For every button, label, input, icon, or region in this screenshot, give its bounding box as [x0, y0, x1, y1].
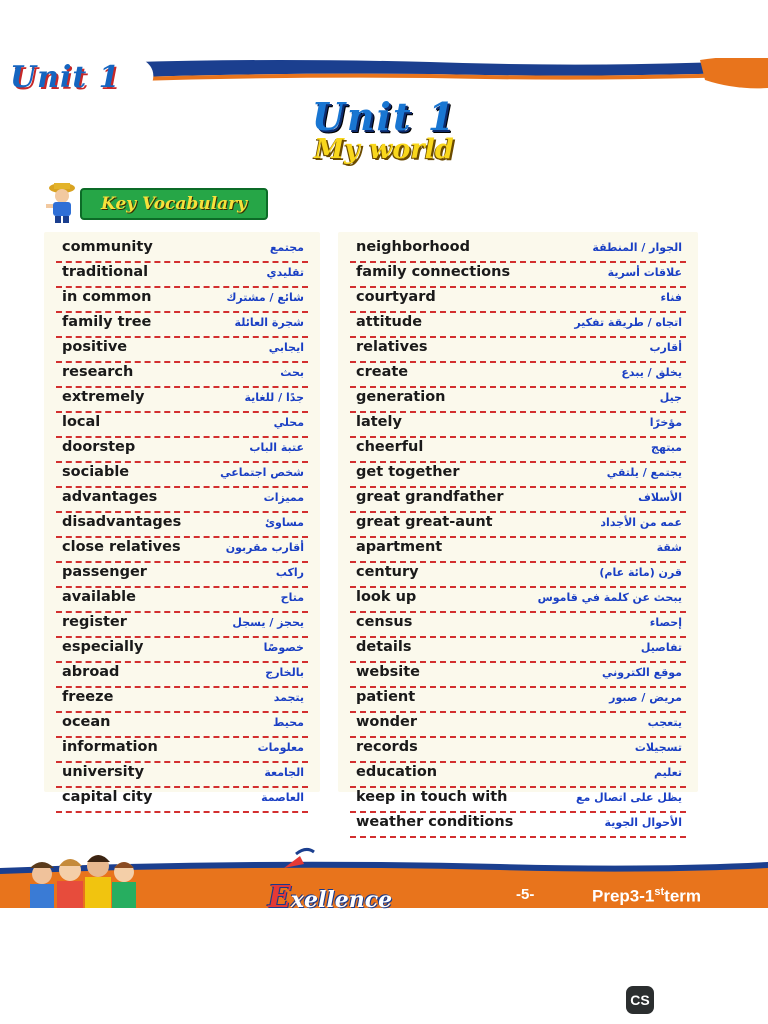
english-word: capital city [62, 789, 153, 805]
english-word: great great-aunt [356, 514, 493, 530]
vocabulary-list-right [350, 238, 686, 838]
english-word: century [356, 564, 419, 580]
english-word: passenger [62, 564, 147, 580]
english-word: information [62, 739, 158, 755]
vocabulary-row [56, 638, 308, 663]
english-word: attitude [356, 314, 423, 330]
english-word: cheerful [356, 439, 424, 455]
arabic-translation: تقليدي [266, 266, 304, 279]
vocabulary-row [56, 763, 308, 788]
arabic-translation: شائع / مشترك [226, 291, 304, 304]
arabic-translation: معلومات [257, 741, 304, 754]
arabic-translation: يخلق / يبدع [621, 366, 682, 379]
arabic-translation: محيط [272, 716, 304, 729]
vocabulary-row [350, 388, 686, 413]
arabic-translation: بالخارج [265, 666, 304, 679]
arabic-translation: الأسلاف [638, 491, 682, 504]
vocabulary-row [350, 438, 686, 463]
english-word: apartment [356, 539, 443, 555]
vocabulary-row [350, 588, 686, 613]
english-word: wonder [356, 714, 418, 730]
arabic-translation: محلي [273, 416, 304, 429]
vocabulary-row [56, 363, 308, 388]
english-word: sociable [62, 464, 130, 480]
arabic-translation: الجامعة [264, 766, 304, 779]
english-word: disadvantages [62, 514, 182, 530]
vocabulary-row [56, 588, 308, 613]
english-word: generation [356, 389, 446, 405]
vocabulary-row [56, 238, 308, 263]
english-word: relatives [356, 339, 428, 355]
vocabulary-row [56, 713, 308, 738]
arabic-translation: يبحث عن كلمة في قاموس [537, 591, 682, 604]
english-word: university [62, 764, 145, 780]
english-word: extremely [62, 389, 145, 405]
vocabulary-row [350, 738, 686, 763]
vocabulary-row [350, 338, 686, 363]
english-word: close relatives [62, 539, 181, 555]
arabic-translation: متاح [280, 591, 304, 604]
vocabulary-row [350, 463, 686, 488]
arabic-translation: مجتمع [269, 241, 304, 254]
english-word: community [62, 239, 153, 255]
vocabulary-row [56, 338, 308, 363]
english-word: weather conditions [356, 814, 514, 830]
arabic-translation: اتجاه / طريقة تفكير [574, 316, 682, 329]
section-label: Key Vocabulary [80, 188, 268, 220]
arabic-translation: قرن (مائة عام) [599, 566, 682, 579]
arabic-translation: تفاصيل [640, 641, 682, 654]
term-label: Prep3-1stterm [592, 886, 702, 906]
vocabulary-row [350, 413, 686, 438]
vocabulary-row [56, 388, 308, 413]
english-word: family tree [62, 314, 152, 330]
vocabulary-row [56, 313, 308, 338]
english-word: neighborhood [356, 239, 470, 255]
vocabulary-row [56, 663, 308, 688]
scanner-app-badge: CS [626, 986, 654, 1014]
vocabulary-row [350, 288, 686, 313]
vocabulary-row [350, 663, 686, 688]
arabic-translation: عمه من الأجداد [600, 516, 682, 529]
page-title: Unit 1 [311, 94, 457, 139]
vocabulary-panel-left [44, 232, 320, 805]
english-word: positive [62, 339, 128, 355]
arabic-translation: شجرة العائلة [234, 316, 304, 329]
arabic-translation: مميزات [263, 491, 304, 504]
english-word: look up [356, 589, 417, 605]
vocabulary-row [56, 513, 308, 538]
page-subtitle: My world [314, 134, 454, 165]
vocabulary-row [56, 488, 308, 513]
vocabulary-row [350, 788, 686, 813]
english-word: advantages [62, 489, 158, 505]
english-word: in common [62, 289, 152, 305]
english-word: create [356, 364, 409, 380]
english-word: research [62, 364, 134, 380]
english-word: especially [62, 639, 144, 655]
english-word: great grandfather [356, 489, 504, 505]
arabic-translation: شقة [656, 541, 682, 554]
vocabulary-row [56, 413, 308, 438]
vocabulary-row [350, 638, 686, 663]
vocabulary-row [56, 538, 308, 563]
arabic-translation: خصوصًا [263, 641, 304, 654]
vocabulary-row [56, 438, 308, 463]
arabic-translation: مريض / صبور [609, 691, 682, 704]
vocabulary-row [350, 488, 686, 513]
english-word: get together [356, 464, 460, 480]
arabic-translation: العاصمة [261, 791, 304, 804]
arabic-translation: يتعجب [647, 716, 682, 729]
vocabulary-row [350, 613, 686, 638]
english-word: website [356, 664, 420, 680]
arabic-translation: جيل [659, 391, 682, 404]
vocabulary-row [350, 763, 686, 788]
arabic-translation: يظل على اتصال مع [575, 791, 682, 804]
english-word: register [62, 614, 127, 630]
vocabulary-row [350, 688, 686, 713]
arabic-translation: راكب [275, 566, 304, 579]
key-vocabulary-badge [42, 180, 267, 224]
arabic-translation: الأحوال الجوية [604, 816, 682, 829]
english-word: lately [356, 414, 402, 430]
vocabulary-row [350, 238, 686, 263]
arabic-translation: الجوار / المنطقة [592, 241, 682, 254]
student-mascot-icon [42, 180, 82, 224]
arabic-translation: علاقات أسرية [607, 266, 682, 279]
arabic-translation: إحصاء [649, 616, 682, 629]
vocabulary-row [350, 313, 686, 338]
english-word: ocean [62, 714, 111, 730]
english-word: courtyard [356, 289, 436, 305]
arabic-translation: يجتمع / يلتقي [606, 466, 682, 479]
vocabulary-row [350, 363, 686, 388]
unit-tab-label: Unit 1 [10, 60, 121, 95]
english-word: freeze [62, 689, 114, 705]
arabic-translation: موقع الكتروني [602, 666, 682, 679]
arabic-translation: تسجيلات [634, 741, 682, 754]
vocabulary-row [56, 788, 308, 813]
arabic-translation: يتجمد [273, 691, 304, 704]
page-number: -5- [516, 886, 535, 903]
vocabulary-list-left [56, 238, 308, 813]
vocabulary-row [56, 288, 308, 313]
english-word: census [356, 614, 413, 630]
brand-logo: Exellence [268, 880, 393, 915]
vocabulary-row [350, 813, 686, 838]
vocabulary-row [56, 738, 308, 763]
vocabulary-panel-right [338, 232, 698, 830]
arabic-translation: يحجز / يسجل [232, 616, 304, 629]
arabic-translation: مساوئ [264, 516, 304, 529]
arabic-translation: أقارب مقربون [225, 541, 304, 554]
vocabulary-row [350, 263, 686, 288]
english-word: keep in touch with [356, 789, 508, 805]
arabic-translation: جدًا / للغاية [244, 391, 304, 404]
vocabulary-row [56, 688, 308, 713]
english-word: abroad [62, 664, 120, 680]
vocabulary-row [350, 563, 686, 588]
arabic-translation: فناء [660, 291, 682, 304]
vocabulary-row [350, 513, 686, 538]
vocabulary-row [350, 713, 686, 738]
arabic-translation: أقارب [649, 341, 682, 354]
vocabulary-row [56, 463, 308, 488]
arabic-translation: تعليم [654, 766, 682, 779]
arabic-translation: مؤخرًا [649, 416, 682, 429]
english-word: family connections [356, 264, 511, 280]
vocabulary-row [350, 538, 686, 563]
english-word: available [62, 589, 136, 605]
arabic-translation: ايجابي [268, 341, 304, 354]
english-word: education [356, 764, 438, 780]
arabic-translation: بحث [280, 366, 304, 379]
english-word: local [62, 414, 101, 430]
vocabulary-row [56, 263, 308, 288]
arabic-translation: مبتهج [651, 441, 682, 454]
english-word: details [356, 639, 412, 655]
english-word: traditional [62, 264, 149, 280]
english-word: patient [356, 689, 416, 705]
vocabulary-row [56, 563, 308, 588]
english-word: records [356, 739, 418, 755]
english-word: doorstep [62, 439, 136, 455]
vocabulary-row [56, 613, 308, 638]
arabic-translation: شخص اجتماعي [220, 466, 304, 479]
arabic-translation: عتبة الباب [249, 441, 304, 454]
